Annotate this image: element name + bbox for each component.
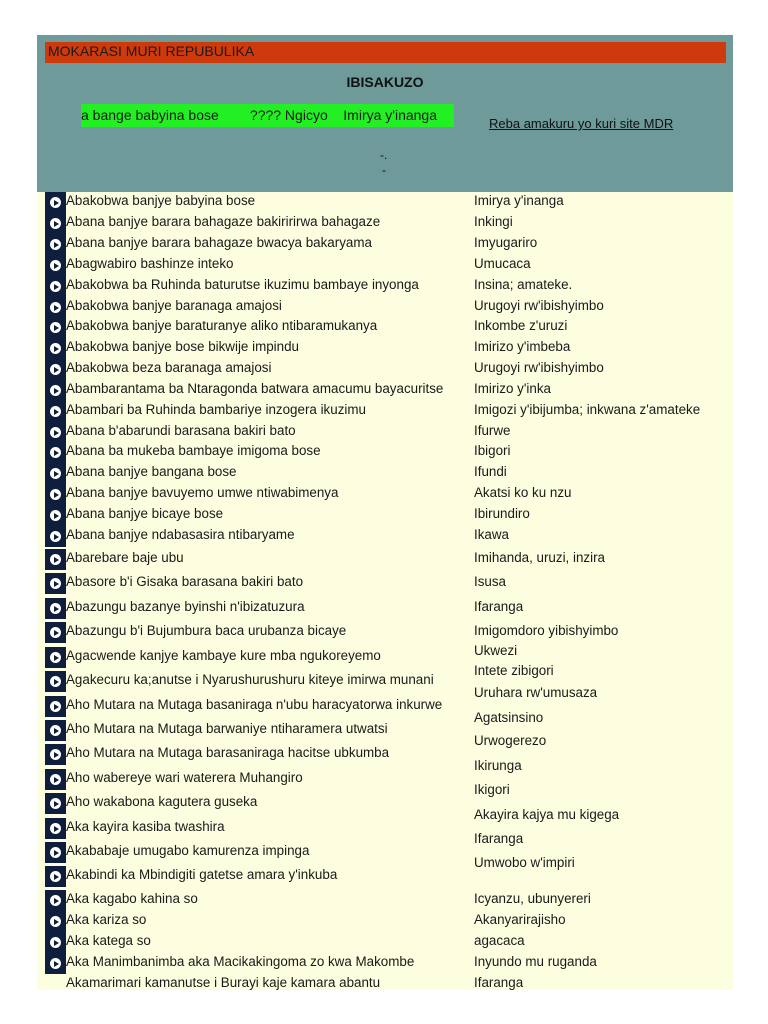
play-button[interactable] [45,696,66,717]
play-circle-icon [50,260,61,271]
riddle-text[interactable]: Abana banjye ndabasasira ntibaryame [66,527,295,542]
play-circle-icon [50,603,61,614]
riddle-text[interactable]: Aka kayira kasiba twashira [66,819,225,834]
riddle-answer: Ikawa [474,527,509,542]
play-button[interactable] [45,622,66,643]
separator-dash: - [382,163,386,177]
play-circle-icon [50,322,61,333]
riddle-answer: Umwobo w'impiri [474,855,575,870]
riddle-answer: Inyundo mu ruganda [474,954,597,969]
riddle-text[interactable]: Abakobwa ba Ruhinda baturutse ikuzimu bambaye inyonga [66,277,419,292]
marquee-text: a bange babyina bose ???? Ngicyo Imirya y'inanga [81,107,438,123]
play-button[interactable] [45,317,66,338]
play-circle-icon [50,798,61,809]
play-button[interactable] [45,422,66,443]
play-button[interactable] [45,549,66,570]
play-circle-icon [50,447,61,458]
riddle-answer: Ifurwe [474,423,511,438]
riddle-text[interactable]: Abakobwa banjye baranaga amajosi [66,298,282,313]
riddle-text[interactable]: Aka katega so [66,933,151,948]
riddle-answer: Imihanda, uruzi, inzira [474,550,605,565]
riddle-answer: Ukwezi [474,643,518,658]
play-button[interactable] [45,720,66,741]
riddle-text[interactable]: Abana banjye barara bahagaze bakiririrwa bahagaze [66,214,381,229]
riddle-answer: Inkingi [474,214,513,229]
riddle-text[interactable]: Abakobwa beza baranaga amajosi [66,360,272,375]
riddle-text[interactable]: Aka kagabo kahina so [66,891,198,906]
play-button[interactable] [45,297,66,318]
riddle-text[interactable]: Abazungu b'i Bujumbura baca urubanza bicaye [66,623,347,638]
riddle-answer: Imirizo y'inka [474,381,551,396]
play-circle-icon [50,895,61,906]
play-circle-icon [50,916,61,927]
play-circle-icon [50,627,61,638]
play-button[interactable] [45,671,66,692]
riddle-answer: Ibigori [474,443,511,458]
play-circle-icon [50,302,61,313]
play-circle-icon [50,652,61,663]
play-circle-icon [50,871,61,882]
separator-dots: -. [380,148,388,162]
play-circle-icon [50,937,61,948]
play-circle-icon [50,510,61,521]
riddle-text[interactable]: Aho Mutara na Mutaga barwaniye ntiharamera utwatsi [66,721,388,736]
riddle-answer: Uruhara rw'umusaza [474,685,598,700]
riddle-answer: Imyugariro [474,235,538,250]
riddle-text[interactable]: Abana banjye bangana bose [66,464,237,479]
riddle-text[interactable]: Aho wakabona kagutera guseka [66,794,258,809]
riddle-answer: Umucaca [474,256,531,271]
play-circle-icon [50,385,61,396]
play-button[interactable] [45,647,66,668]
play-button[interactable] [45,213,66,234]
riddle-text[interactable]: Abakobwa banjye bose bikwije impindu [66,339,299,354]
play-button[interactable] [45,842,66,863]
play-circle-icon [50,531,61,542]
riddle-text[interactable]: Abakobwa banjye baraturanye aliko ntibaramukanya [66,318,378,333]
riddle-answer: Ifaranga [474,975,524,990]
play-circle-icon [50,343,61,354]
riddle-answer: Akanyarirajisho [474,912,566,927]
play-circle-icon [50,468,61,479]
play-circle-icon [50,701,61,712]
riddle-text[interactable]: Akababaje umugabo kamurenza impinga [66,843,310,858]
play-button[interactable] [45,192,66,213]
play-circle-icon [50,823,61,834]
play-button[interactable] [45,359,66,380]
riddle-text[interactable]: Abambari ba Ruhinda bambariye inzogera ikuzimu [66,402,366,417]
play-button[interactable] [45,744,66,765]
play-button[interactable] [45,442,66,463]
play-button[interactable] [45,953,66,974]
play-button[interactable] [45,276,66,297]
riddle-answer: Isusa [474,574,507,589]
riddle-text[interactable]: Abana b'abarundi barasana bakiri bato [66,423,296,438]
site-mdr-link[interactable]: Reba amakuru yo kuri site MDR [489,116,674,131]
play-button[interactable] [45,484,66,505]
riddle-answer: Imigozi y'ibijumba; inkwana z'amateke [474,402,701,417]
riddle-answer: Icyanzu, ubunyereri [474,891,591,906]
riddle-answer: Imirya y'inanga [474,193,564,208]
play-circle-icon [50,364,61,375]
play-circle-icon [50,847,61,858]
play-circle-icon [50,554,61,565]
page-title: IBISAKUZO [346,74,424,90]
riddle-answer: Urugoyi rw'ibishyimbo [474,360,604,375]
riddle-answer: agacaca [474,933,525,948]
riddle-text[interactable]: Agacwende kanjye kambaye kure mba ngukoreyemo [66,648,381,663]
riddle-text[interactable]: Akabindi ka Mbindigiti gatetse amara y'inkuba [66,867,338,882]
play-button[interactable] [45,573,66,594]
riddle-answer: Imirizo y'imbeba [474,339,571,354]
play-button[interactable] [45,769,66,790]
play-button[interactable] [45,598,66,619]
riddle-answer: Akayira kajya mu kigega [474,807,620,822]
play-circle-icon [50,281,61,292]
riddle-answer: Akatsi ko ku nzu [474,485,572,500]
riddle-answer: Imigomdoro yibishyimbo [474,623,619,638]
play-circle-icon [50,578,61,589]
play-circle-icon [50,958,61,969]
play-circle-icon [50,218,61,229]
riddle-text[interactable]: Abagwabiro bashinze inteko [66,256,234,271]
riddle-text[interactable]: Abambarantama ba Ntaragonda batwara amacumu bayacuritse [66,381,444,396]
play-circle-icon [50,427,61,438]
play-circle-icon [50,239,61,250]
riddle-text[interactable]: Abarebare baje ubu [66,550,184,565]
play-button[interactable] [45,255,66,276]
play-circle-icon [50,774,61,785]
play-circle-icon [50,749,61,760]
play-button[interactable] [45,526,66,547]
play-circle-icon [50,489,61,500]
site-banner: MOKARASI MURI REPUBULIKA [45,42,726,63]
riddle-text[interactable]: Abakobwa banjye babyina bose [66,193,256,208]
riddle-text[interactable]: Abasore b'i Gisaka barasana bakiri bato [66,574,304,589]
page-frame [37,35,733,990]
play-button[interactable] [45,911,66,932]
play-button[interactable] [45,890,66,911]
riddle-text[interactable]: Aho Mutara na Mutaga barasaniraga hacitse ubkumba [66,745,390,760]
riddle-answer: Urugoyi rw'ibishyimbo [474,298,604,313]
riddle-text[interactable]: Agakecuru ka;anutse i Nyarushurushuru kiteye imirwa munani [66,672,434,687]
riddle-answer: Ifaranga [474,831,524,846]
riddle-text[interactable]: Aho wabereye wari waterera Muhangiro [66,770,303,785]
play-button[interactable] [45,401,66,422]
play-button[interactable] [45,866,66,887]
play-button[interactable] [45,463,66,484]
play-button[interactable] [45,338,66,359]
play-button[interactable] [45,505,66,526]
riddle-answer: Inkombe z'uruzi [474,318,568,333]
riddle-answer: Ifundi [474,464,507,479]
play-button[interactable] [45,234,66,255]
riddle-answer: Agatsinsino [474,710,544,725]
riddle-text[interactable]: Aka Manimbanimba aka Macikakingoma zo kwa Makombe [66,954,415,969]
riddle-text[interactable]: Aho Mutara na Mutaga basaniraga n'ubu haracyatorwa inkurwe [66,697,443,712]
riddle-list [37,35,733,990]
play-circle-icon [50,676,61,687]
riddle-answer: Ikigori [474,782,510,797]
riddle-text[interactable]: Abana banjye barara bahagaze bwacya bakaryama [66,235,372,250]
riddle-answer: Urwogerezo [474,733,547,748]
riddle-answer: Ibirundiro [474,506,530,521]
riddle-answer: Ikirunga [474,758,522,773]
play-circle-icon [50,725,61,736]
riddle-text[interactable]: Aka kariza so [66,912,147,927]
riddle-text[interactable]: Abana banjye bicaye bose [66,506,224,521]
play-circle-icon [50,197,61,208]
riddle-answer: Ifaranga [474,599,524,614]
riddle-text[interactable]: Abazungu bazanye byinshi n'ibizatuzura [66,599,305,614]
play-button[interactable] [45,932,66,953]
play-circle-icon [50,406,61,417]
play-button[interactable] [45,793,66,814]
riddle-answer: Intete zibigori [474,663,554,678]
riddle-text[interactable]: Abana banjye bavuyemo umwe ntiwabimenya [66,485,339,500]
riddle-answer: Insina; amateke. [474,277,573,292]
play-button[interactable] [45,380,66,401]
play-button[interactable] [45,818,66,839]
riddle-text[interactable]: Akamarimari kamanutse i Burayi kaje kamara abantu [66,975,381,990]
riddle-text[interactable]: Abana ba mukeba bambaye imigoma bose [66,443,321,458]
